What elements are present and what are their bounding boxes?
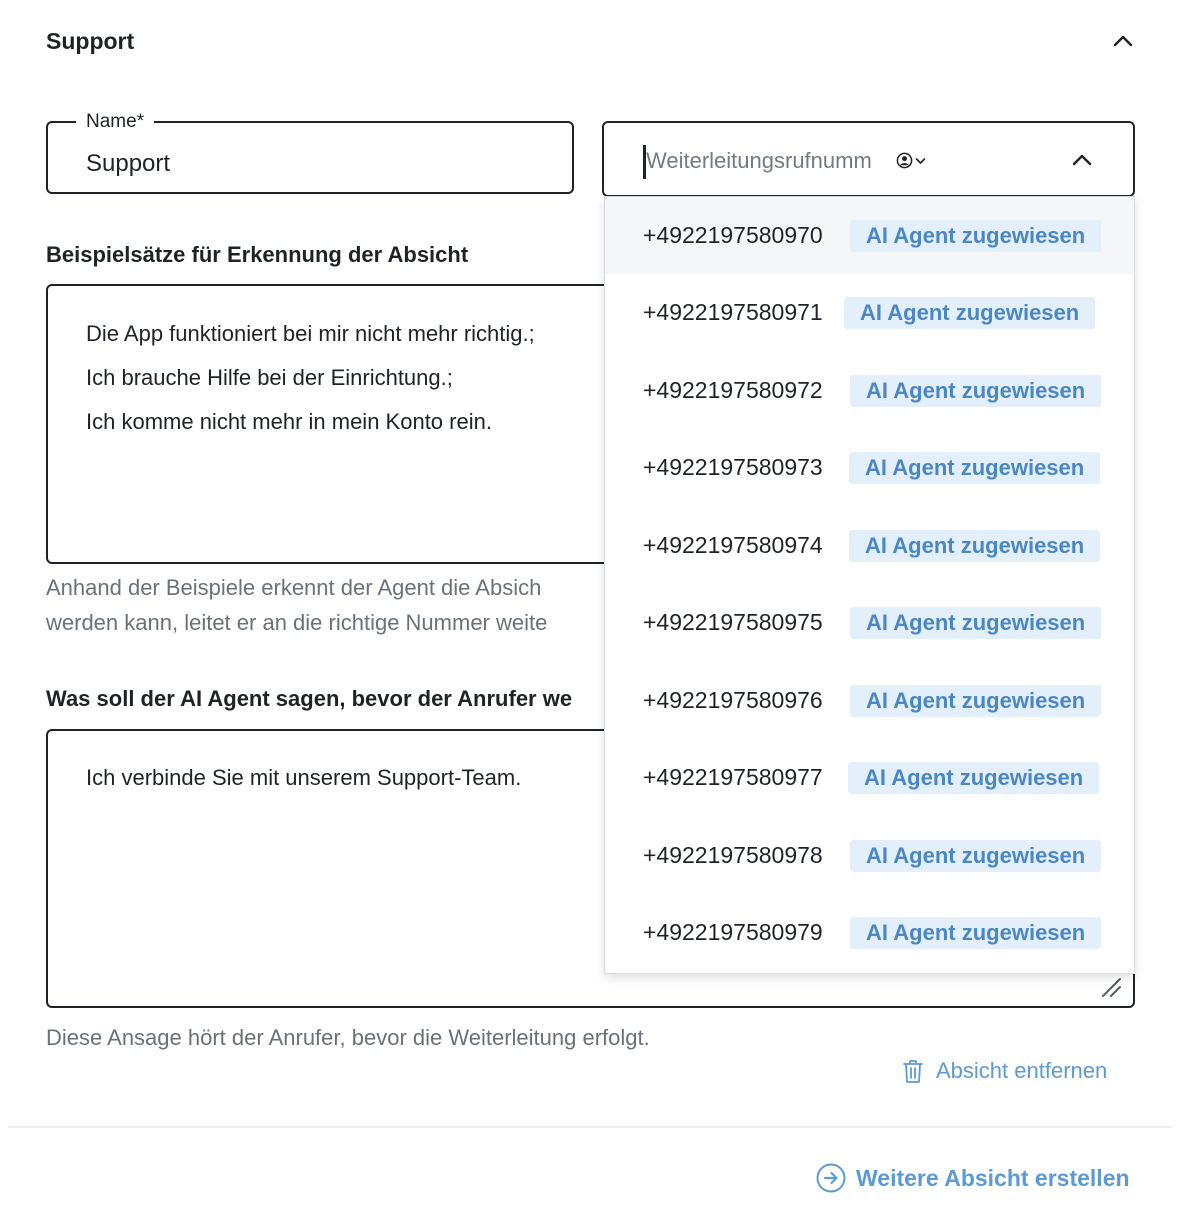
option-number: +4922197580975 — [643, 609, 823, 635]
dropdown-option[interactable] — [605, 429, 1134, 506]
collapse-section-button[interactable] — [1106, 26, 1140, 56]
announcement-helper-text: Diese Ansage hört der Anrufer, bevor die Weiterleitung erfolgt. — [46, 1025, 650, 1050]
select-toggle-button[interactable] — [1066, 144, 1098, 176]
create-intent-button[interactable] — [816, 1163, 1130, 1193]
assigned-badge: AI Agent zugewiesen — [850, 917, 1101, 949]
name-input-value[interactable]: Support — [86, 150, 171, 177]
assigned-badge: AI Agent zugewiesen — [848, 762, 1099, 794]
examples-helper-text: Anhand der Beispiele erkennt der Agent die Absich — [46, 575, 542, 600]
option-number: +4922197580974 — [643, 532, 823, 558]
examples-line: Ich brauche Hilfe bei der Einrichtung.; — [86, 365, 453, 390]
assigned-badge: AI Agent zugewiesen — [850, 840, 1101, 872]
dropdown-option[interactable] — [605, 662, 1134, 739]
forwarding-number-placeholder[interactable]: Weiterleitungsrufnumm — [646, 148, 872, 173]
option-number: +4922197580976 — [643, 687, 823, 713]
option-number: +4922197580973 — [643, 454, 823, 480]
examples-label: Beispielsätze für Erkennung der Absicht — [46, 242, 469, 267]
examples-line: Ich komme nicht mehr in mein Konto rein. — [86, 409, 492, 434]
create-intent-label: Weitere Absicht erstellen — [856, 1164, 1130, 1191]
section-title: Support — [46, 28, 135, 54]
chevron-up-icon — [1072, 154, 1092, 166]
dropdown-option[interactable] — [605, 739, 1134, 816]
remove-intent-button[interactable] — [902, 1058, 1107, 1084]
assigned-badge: AI Agent zugewiesen — [850, 685, 1101, 717]
chevron-down-icon — [915, 157, 926, 165]
required-mark: * — [136, 111, 145, 132]
assigned-badge: AI Agent zugewiesen — [849, 530, 1100, 562]
assigned-badge: AI Agent zugewiesen — [844, 297, 1095, 329]
assigned-badge: AI Agent zugewiesen — [849, 452, 1100, 484]
announcement-label: Was soll der AI Agent sagen, bevor der Anrufer we — [46, 686, 573, 711]
option-number: +4922197580979 — [643, 919, 823, 945]
dropdown-option[interactable] — [605, 507, 1134, 584]
announcement-value: Ich verbinde Sie mit unserem Support-Team. — [86, 765, 522, 790]
option-number: +4922197580978 — [643, 842, 823, 868]
chevron-up-icon — [1113, 35, 1133, 47]
forwarding-number-dropdown — [604, 196, 1135, 974]
examples-helper-text: werden kann, leitet er an die richtige Nummer weite — [46, 610, 548, 635]
dropdown-option[interactable] — [605, 817, 1134, 894]
assigned-badge: AI Agent zugewiesen — [850, 220, 1101, 252]
user-circle-icon — [896, 152, 913, 169]
assigned-badge: AI Agent zugewiesen — [850, 607, 1101, 639]
option-number: +4922197580972 — [643, 377, 823, 403]
dropdown-option[interactable] — [605, 584, 1134, 661]
option-number: +4922197580970 — [643, 222, 823, 248]
trash-icon — [902, 1058, 924, 1084]
select-extension-icons — [896, 152, 926, 169]
assigned-badge: AI Agent zugewiesen — [850, 375, 1101, 407]
resize-handle-icon[interactable] — [1100, 976, 1122, 998]
option-number: +4922197580971 — [643, 299, 823, 325]
divider — [8, 1126, 1172, 1128]
text-cursor — [643, 145, 646, 179]
dropdown-option[interactable] — [605, 197, 1134, 274]
name-field-label: Name* — [76, 111, 154, 133]
option-number: +4922197580977 — [643, 764, 823, 790]
dropdown-option[interactable] — [605, 894, 1134, 971]
dropdown-option[interactable] — [605, 274, 1134, 351]
dropdown-option[interactable] — [605, 352, 1134, 429]
arrow-circle-right-icon — [816, 1163, 846, 1193]
examples-line: Die App funktioniert bei mir nicht mehr richtig.; — [86, 321, 535, 346]
remove-intent-label: Absicht entfernen — [936, 1058, 1108, 1083]
